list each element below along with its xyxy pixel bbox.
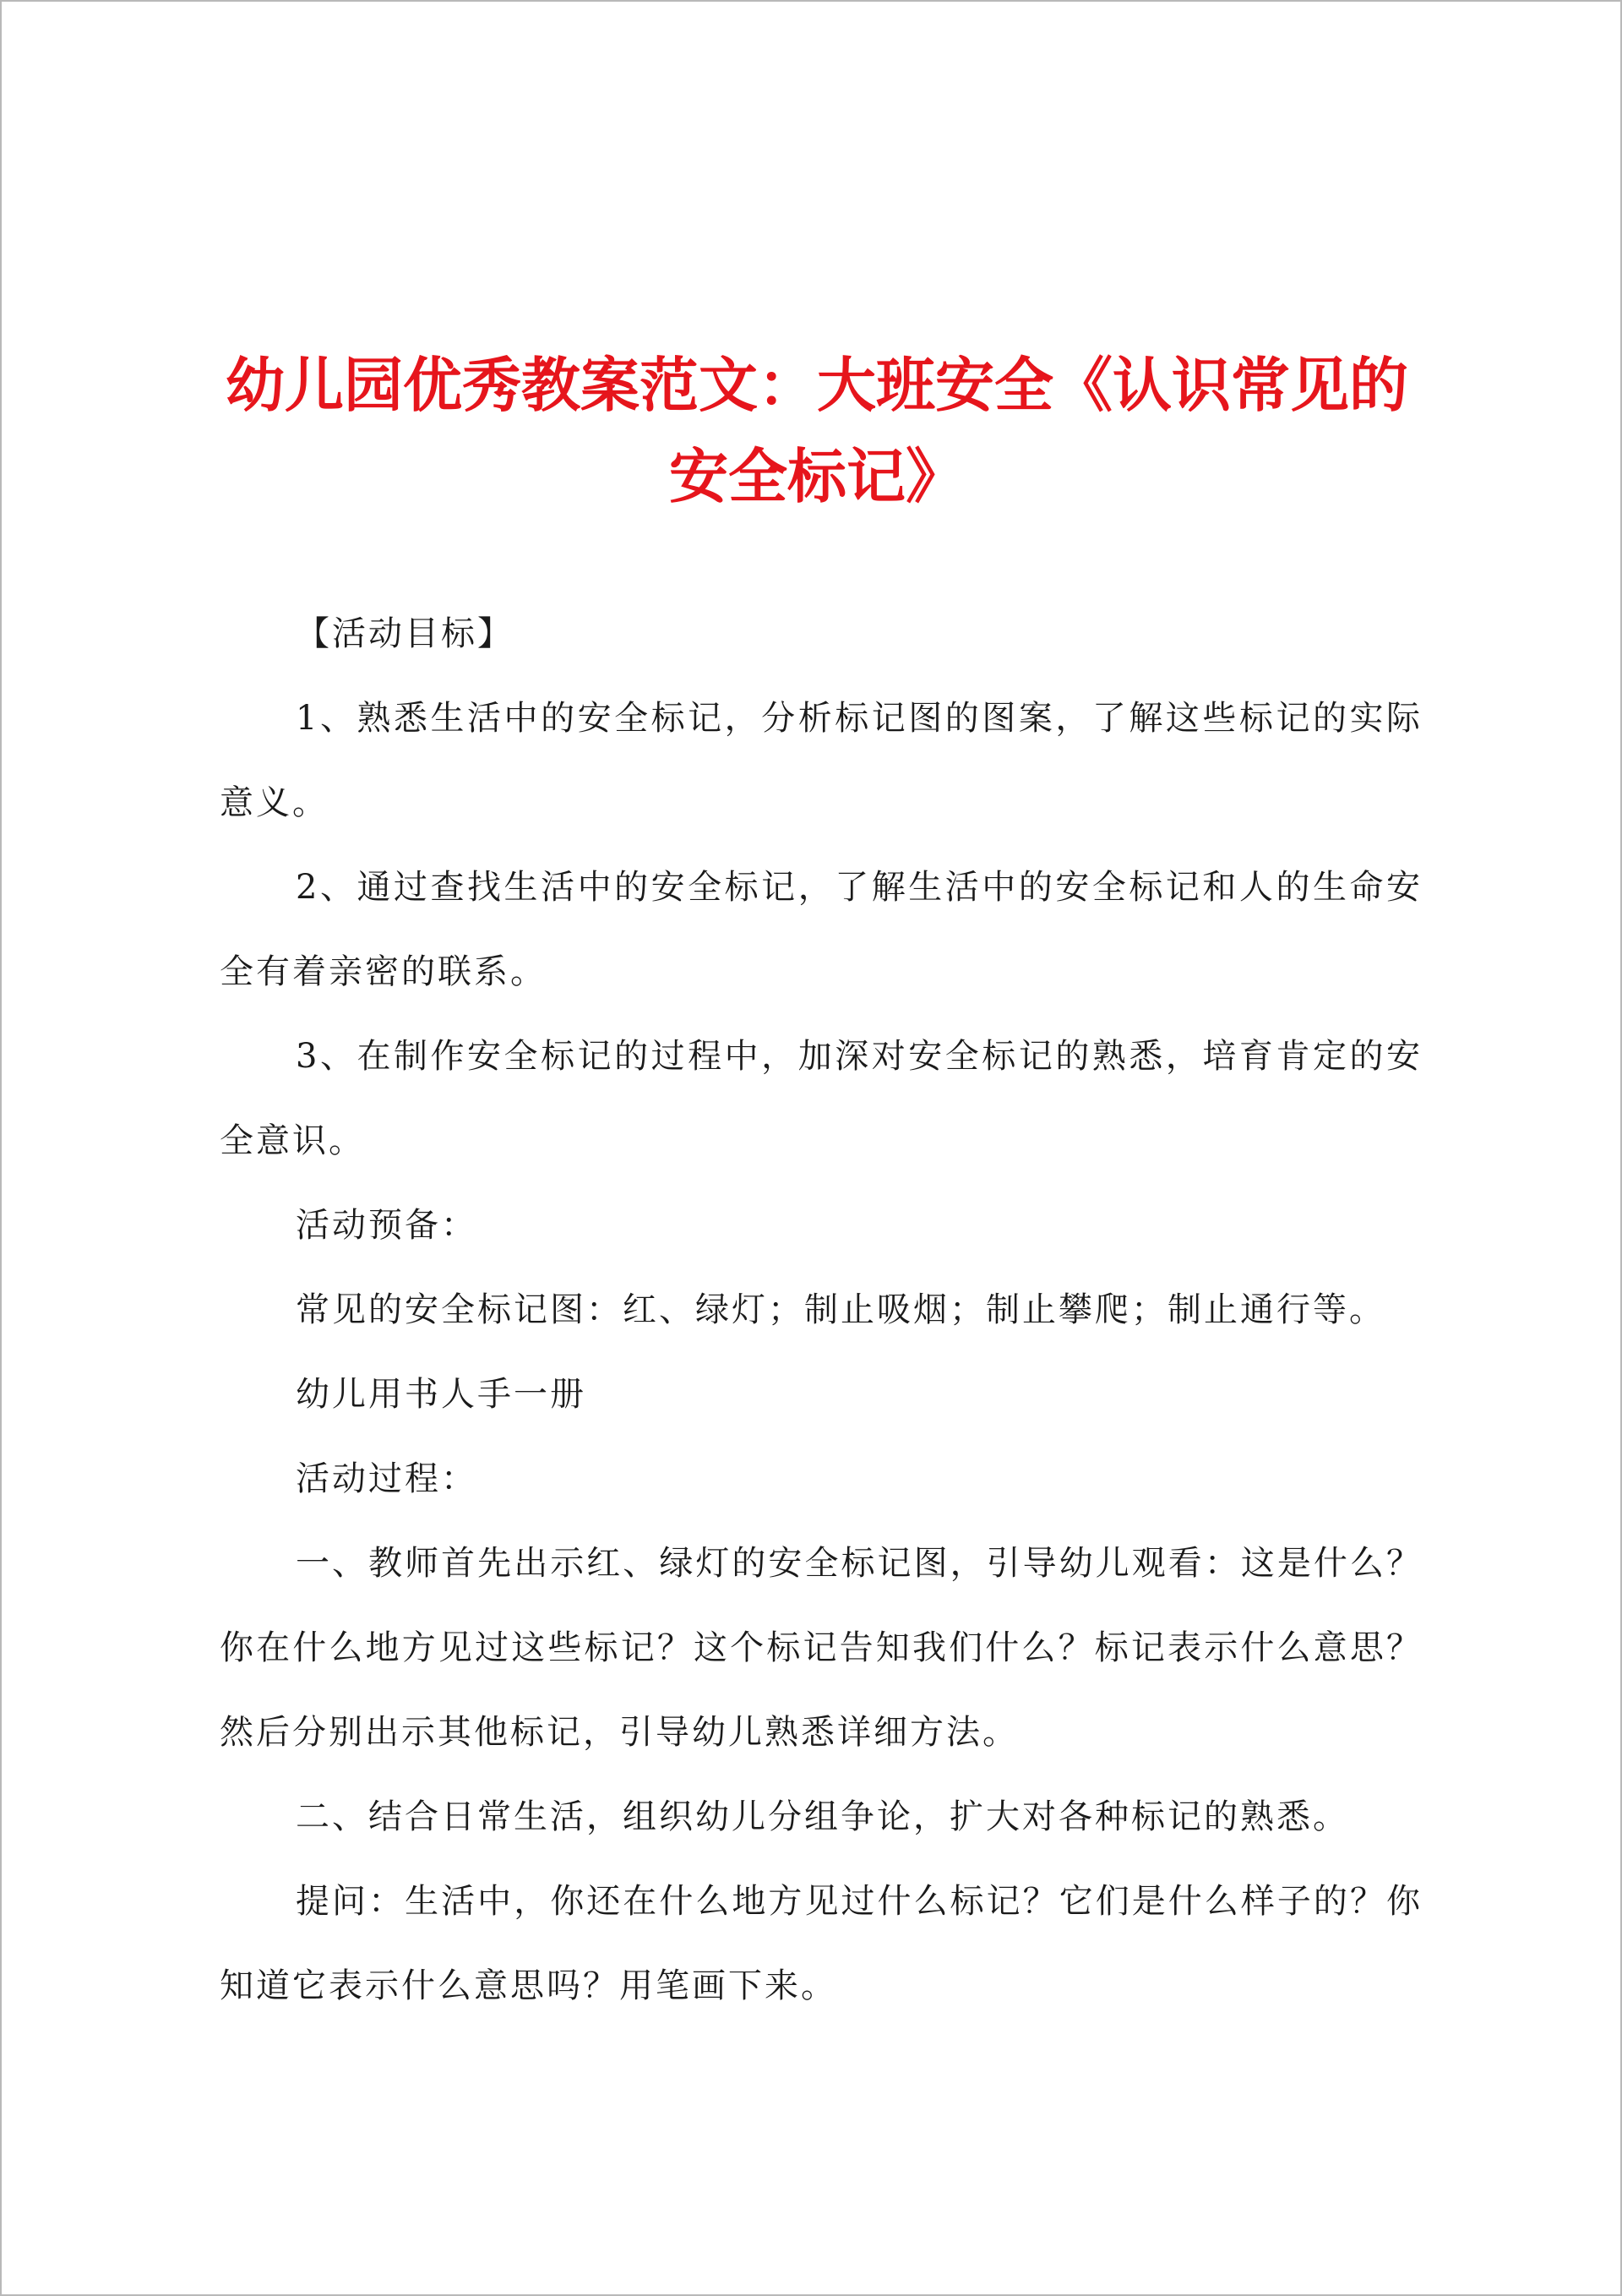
preparation-item: 常见的安全标记图：红、绿灯；制止吸烟；制止攀爬；制止通行等。 bbox=[296, 1290, 1385, 1329]
process-step: 一、教师首先出示红、绿灯的安全标记图，引导幼儿观看：这是什么？你在什么地方见过这些标记？这个标记告知我们什么？标记表示什么意思？然后分别出示其他标记，引导幼儿熟悉详细方法。 bbox=[220, 1544, 1423, 1752]
document-title: 幼儿园优秀教案范文：大班安全《认识常见的安全标记》 bbox=[226, 350, 1408, 511]
section-heading-process: 活动过程： bbox=[296, 1459, 477, 1498]
section-heading-objectives: 【活动目标】 bbox=[296, 614, 514, 653]
process-question: 提问：生活中，你还在什么地方见过什么标记？它们是什么样子的？你知道它表示什么意思吗？用笔画下来。 bbox=[220, 1882, 1423, 2005]
objective-item: 3、在制作安全标记的过程中，加深对安全标记的熟悉，培育肯定的安全意识。 bbox=[220, 1037, 1423, 1160]
process-step: 二、结合日常生活，组织幼儿分组争论，扩大对各种标记的熟悉。 bbox=[296, 1797, 1349, 1836]
document-body bbox=[220, 592, 1423, 2028]
objective-item: 1、熟悉生活中的安全标记，分析标记图的图案，了解这些标记的实际意义。 bbox=[220, 699, 1423, 822]
section-heading-preparation: 活动预备： bbox=[296, 1206, 477, 1245]
objective-item: 2、通过查找生活中的安全标记，了解生活中的安全标记和人的生命安全有着亲密的联系。 bbox=[220, 868, 1423, 991]
preparation-item: 幼儿用书人手一册 bbox=[296, 1375, 586, 1414]
